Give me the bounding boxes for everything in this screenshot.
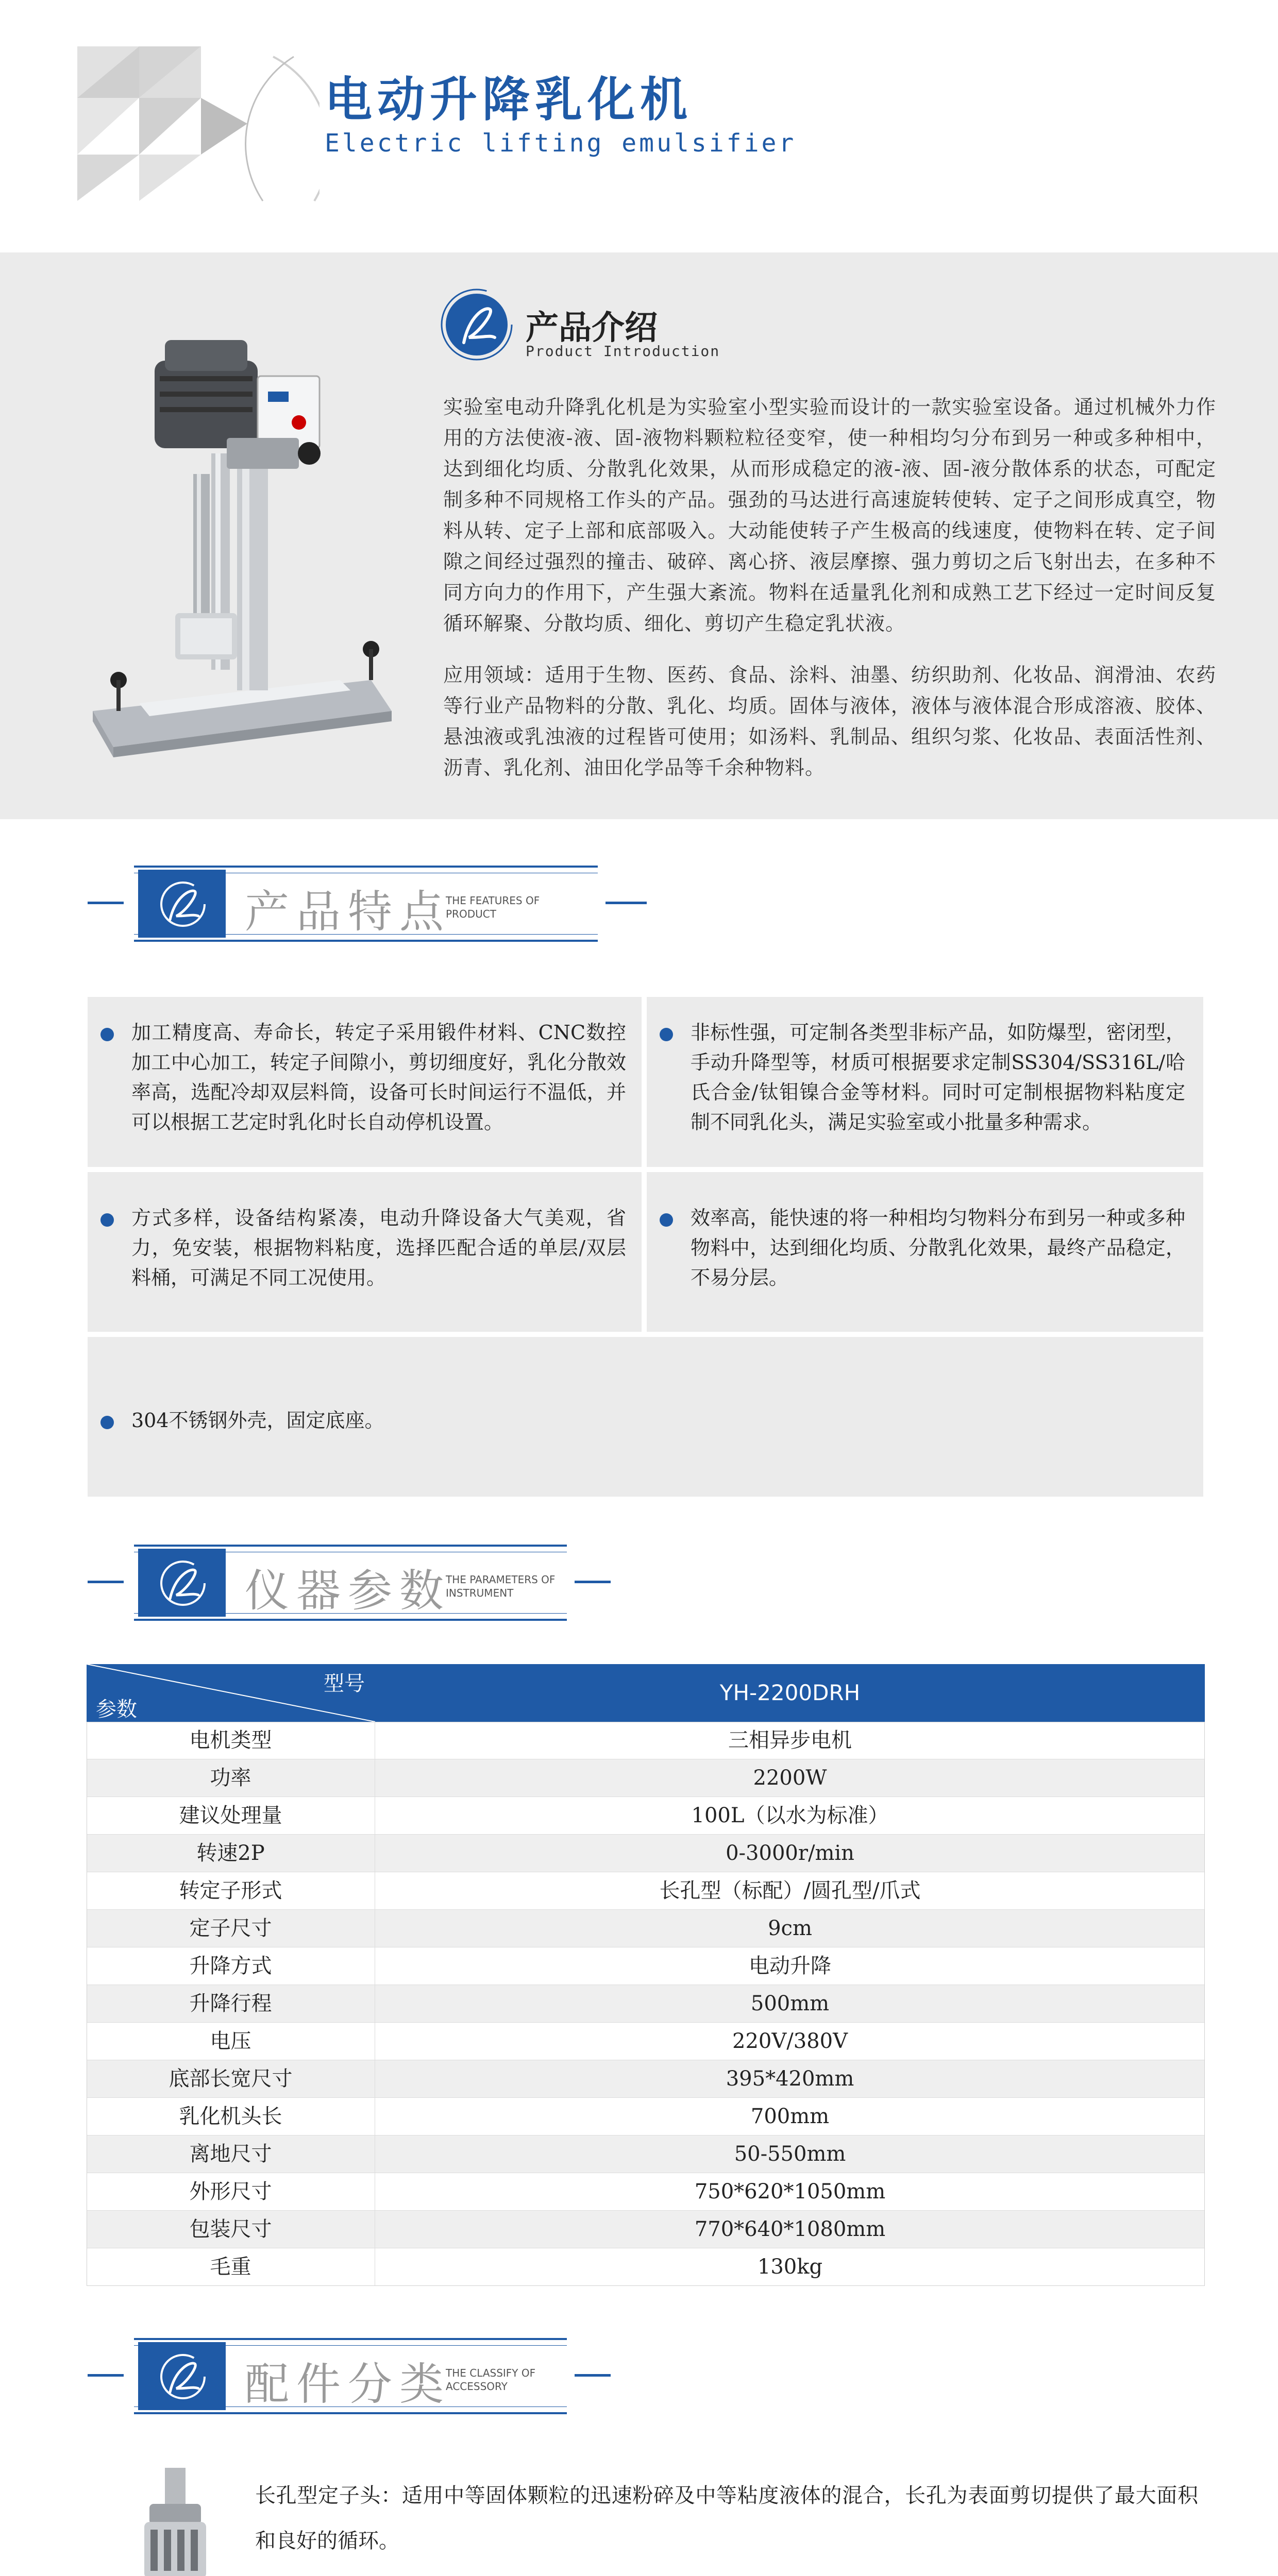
param-label: 电压: [87, 2023, 375, 2060]
features-section-title: 产品特点: [245, 886, 451, 938]
param-value: 50-550mm: [734, 2142, 846, 2166]
section-line-right: [606, 902, 647, 904]
accessory-description: 长孔型定子头：适用中等固体颗粒的迅速粉碎及中等粘度液体的混合，长孔为表面剪切提供了最大面积和良好的循环。: [255, 2484, 1198, 2553]
param-label: 升降方式: [87, 1947, 375, 1985]
header-model-label: 型号: [324, 1672, 365, 1696]
bullet-icon: [100, 1213, 114, 1227]
param-value: 500mm: [750, 1992, 830, 2015]
param-value: 电动升降: [749, 1954, 831, 1978]
emulsifier-machine-image: [82, 319, 402, 773]
param-value: 395*420mm: [726, 2067, 854, 2091]
intro-paragraph: 实验室电动升降乳化机是为实验室小型实验而设计的一款实验室设备。通过机械外力作用的方法使液-液、固-液物料颗粒粒径变窄，使一种相均匀分布到另一种或多种相中，达到细化均质、分散乳化效果，从而形成稳定的液-液、固-液分散体系的状态，可配定制多种不同规格工作头的产品。强劲的马达进行高速旋转使转、定子之间形成真空，物料从转、定子上部和底部吸入。大动能使转子产生极高的线速度，使物料在转、定子间隙之间经过强烈的撞击、破碎、离心挤、液层摩擦、强力剪切之后飞射出去，在多种不同方向力的作用下，产生强大紊流。物料在适量乳化剂和成熟工艺下经过一定时间反复循环解聚、分散均质、细化、剪切产生稳定乳状液。: [443, 396, 1216, 635]
bullet-icon: [100, 1416, 114, 1429]
param-value: 9cm: [768, 1917, 812, 1940]
param-value: 三相异步电机: [728, 1728, 852, 1752]
param-label: 电机类型: [87, 1722, 375, 1759]
table-border: [87, 1722, 1205, 2286]
param-value: 700mm: [750, 2105, 830, 2128]
section-line-right: [575, 1581, 611, 1583]
section-line-left: [88, 2374, 124, 2377]
bullet-icon: [660, 1028, 673, 1041]
param-value: 130kg: [757, 2255, 823, 2279]
feature-text: 加工精度高、寿命长，转定子采用锻件材料、CNC数控加工中心加工，转定子间隙小，剪切细度好，乳化分散效率高，选配冷却双层料筒，设备可长时间运行不温低，并可以根据工艺定时乳化时长自动停机设置。: [131, 1021, 626, 1133]
pen-signature-icon: [149, 1555, 216, 1612]
param-label: 转速2P: [87, 1835, 375, 1872]
triangle-decoration: [77, 36, 320, 206]
param-label: 建议处理量: [87, 1797, 375, 1835]
bullet-icon: [660, 1213, 673, 1227]
param-label: 定子尺寸: [87, 1910, 375, 1947]
section-line-right: [575, 2374, 611, 2377]
param-value: 100L（以水为标准）: [691, 1804, 889, 1827]
param-label: 包装尺寸: [87, 2211, 375, 2248]
table-header-row: [87, 1664, 1205, 1722]
page-header: [0, 0, 1278, 252]
param-value: 2200W: [753, 1766, 827, 1790]
intro-heading-en: Product Introduction: [526, 343, 720, 360]
params-section-subtitle: THE PARAMETERS OF INSTRUMENT: [446, 1573, 556, 1599]
section-line-left: [88, 1581, 124, 1583]
accessory-section-subtitle: THE CLASSIFY OF ACCESSORY: [446, 2367, 536, 2393]
section-line-left: [88, 902, 124, 904]
page-subtitle: Electric lifting emulsifier: [325, 129, 797, 158]
pen-signature-icon: [149, 2348, 216, 2405]
param-label: 外形尺寸: [87, 2173, 375, 2211]
param-label: 升降行程: [87, 1985, 375, 2023]
bullet-icon: [100, 1028, 114, 1041]
param-label: 离地尺寸: [87, 2136, 375, 2173]
param-value: 220V/380V: [732, 2029, 848, 2053]
param-label: 底部长宽尺寸: [87, 2060, 375, 2098]
param-label: 功率: [87, 1759, 375, 1797]
feature-text: 效率高，能快速的将一种相均匀物料分布到另一种或多种物料中，达到细化均质、分散乳化效果，最终产品稳定，不易分层。: [691, 1207, 1185, 1289]
param-value: 770*640*1080mm: [694, 2217, 886, 2241]
param-value: 长孔型（标配）/圆孔型/爪式: [659, 1879, 921, 1903]
accessory-section-title: 配件分类: [245, 2359, 451, 2410]
page-title: 电动升降乳化机: [325, 72, 693, 127]
intro-application-paragraph: 应用领域：适用于生物、医药、食品、涂料、油墨、纺织助剂、化妆品、润滑油、农药等行业产品物料的分散、乳化、均质。固体与液体，液体与液体混合形成溶液、胶体、悬浊液或乳浊液的过程皆可使用；如汤料、乳制品、组织匀浆、化妆品、表面活性剂、沥青、乳化剂、油田化学品等千余种物料。: [443, 664, 1216, 779]
param-value: 750*620*1050mm: [694, 2180, 886, 2204]
pen-signature-icon: [438, 286, 515, 363]
feature-text: 方式多样，设备结构紧凑，电动升降设备大气美观，省力，免安装，根据物料粘度，选择匹配合适的单层/双层料桶，可满足不同工况使用。: [131, 1207, 626, 1289]
params-section-title: 仪器参数: [245, 1565, 451, 1617]
pen-signature-icon: [149, 876, 216, 933]
param-value: 0-3000r/min: [726, 1841, 854, 1865]
long-hole-stator-image: [119, 2468, 232, 2576]
feature-text: 304不锈钢外壳，固定底座。: [131, 1409, 384, 1432]
param-label: 乳化机头长: [87, 2098, 375, 2136]
model-name: YH-2200DRH: [719, 1680, 861, 1705]
feature-text: 非标性强，可定制各类型非标产品，如防爆型，密闭型，手动升降型等，材质可根据要求定制SS304/SS316L/哈氏合金/钛钼镍合金等材料。同时可定制根据物料粘度定制不同乳化头，满足实验室或小批量多种需求。: [691, 1021, 1185, 1133]
intro-heading: 产品介绍: [526, 309, 658, 347]
features-section-subtitle: THE FEATURES OF PRODUCT: [446, 894, 540, 920]
header-param-label: 参数: [96, 1698, 137, 1721]
param-label: 转定子形式: [87, 1872, 375, 1910]
param-label: 毛重: [87, 2248, 375, 2286]
